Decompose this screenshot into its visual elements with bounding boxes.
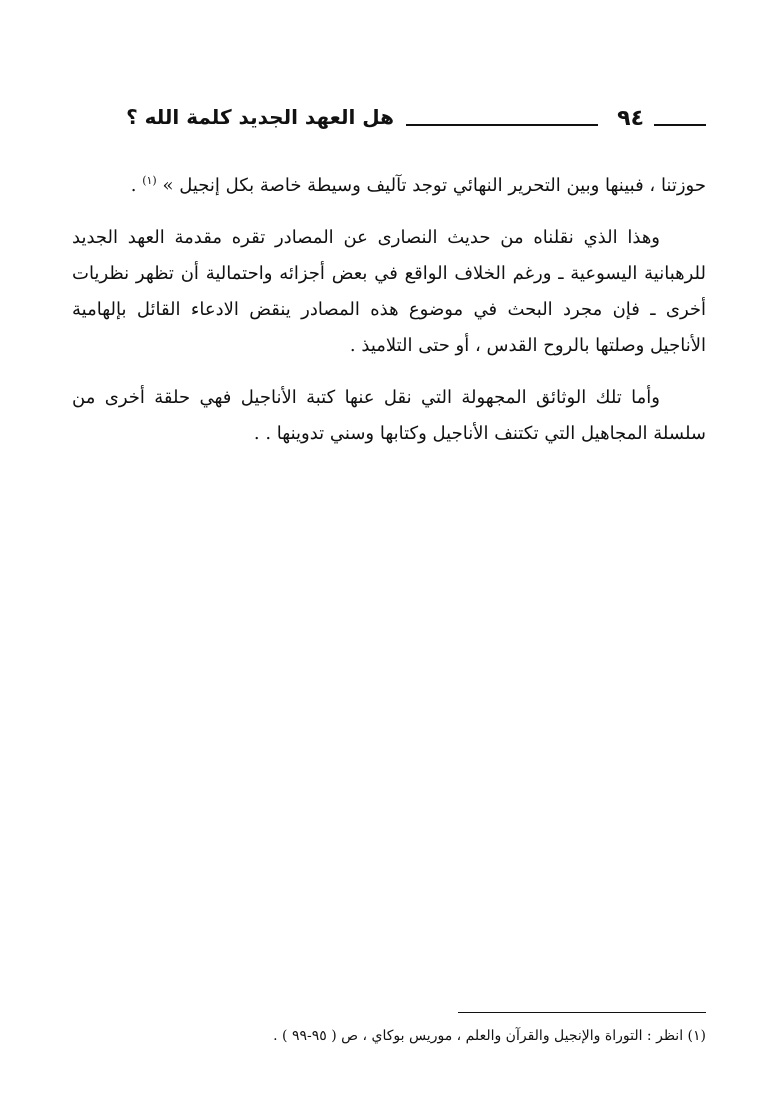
header-rule-middle [406, 124, 598, 126]
paragraph-1-end: . [130, 175, 143, 196]
running-header [76, 100, 706, 140]
paragraph-1 [72, 168, 706, 204]
running-title: هل العهد الجديد كلمة الله ؟ [126, 105, 394, 129]
footnote-divider [458, 1012, 706, 1013]
header-rule-right [654, 124, 706, 126]
paragraph-3: وأما تلك الوثائق المجهولة التي نقل عنها كتبة الأناجيل فهي حلقة أخرى من سلسلة المجاهيل التي تكتنف الأناجيل وكتابها وسني تدوينها . . [72, 387, 706, 444]
footnote: (١) انظر : التوراة والإنجيل والقرآن والعلم ، موريس بوكاي ، ص ( ٩٥-٩٩ ) . [273, 1028, 706, 1044]
body-text [72, 168, 706, 468]
paragraph-1-text: حوزتنا ، فبينها وبين التحرير النهائي توجد تآليف وسيطة خاصة بكل إنجيل » [162, 175, 706, 196]
footnote-reference: (١) [142, 174, 157, 187]
page-number: ٩٤ [617, 106, 644, 131]
paragraph-2: وهذا الذي نقلناه من حديث النصارى عن المصادر تقره مقدمة العهد الجديد للرهبانية اليسوعية ـ ورغم الخلاف الواقع في بعض أجزائه واحتمالية أن تظهر نظريات أخرى ـ فإن مجرد البحث في موضوع هذه المصادر ينقض الادعاء القائل بإلهامية الأناجيل وصلتها بالروح القدس ، أو حتى التلاميذ . [72, 227, 706, 356]
